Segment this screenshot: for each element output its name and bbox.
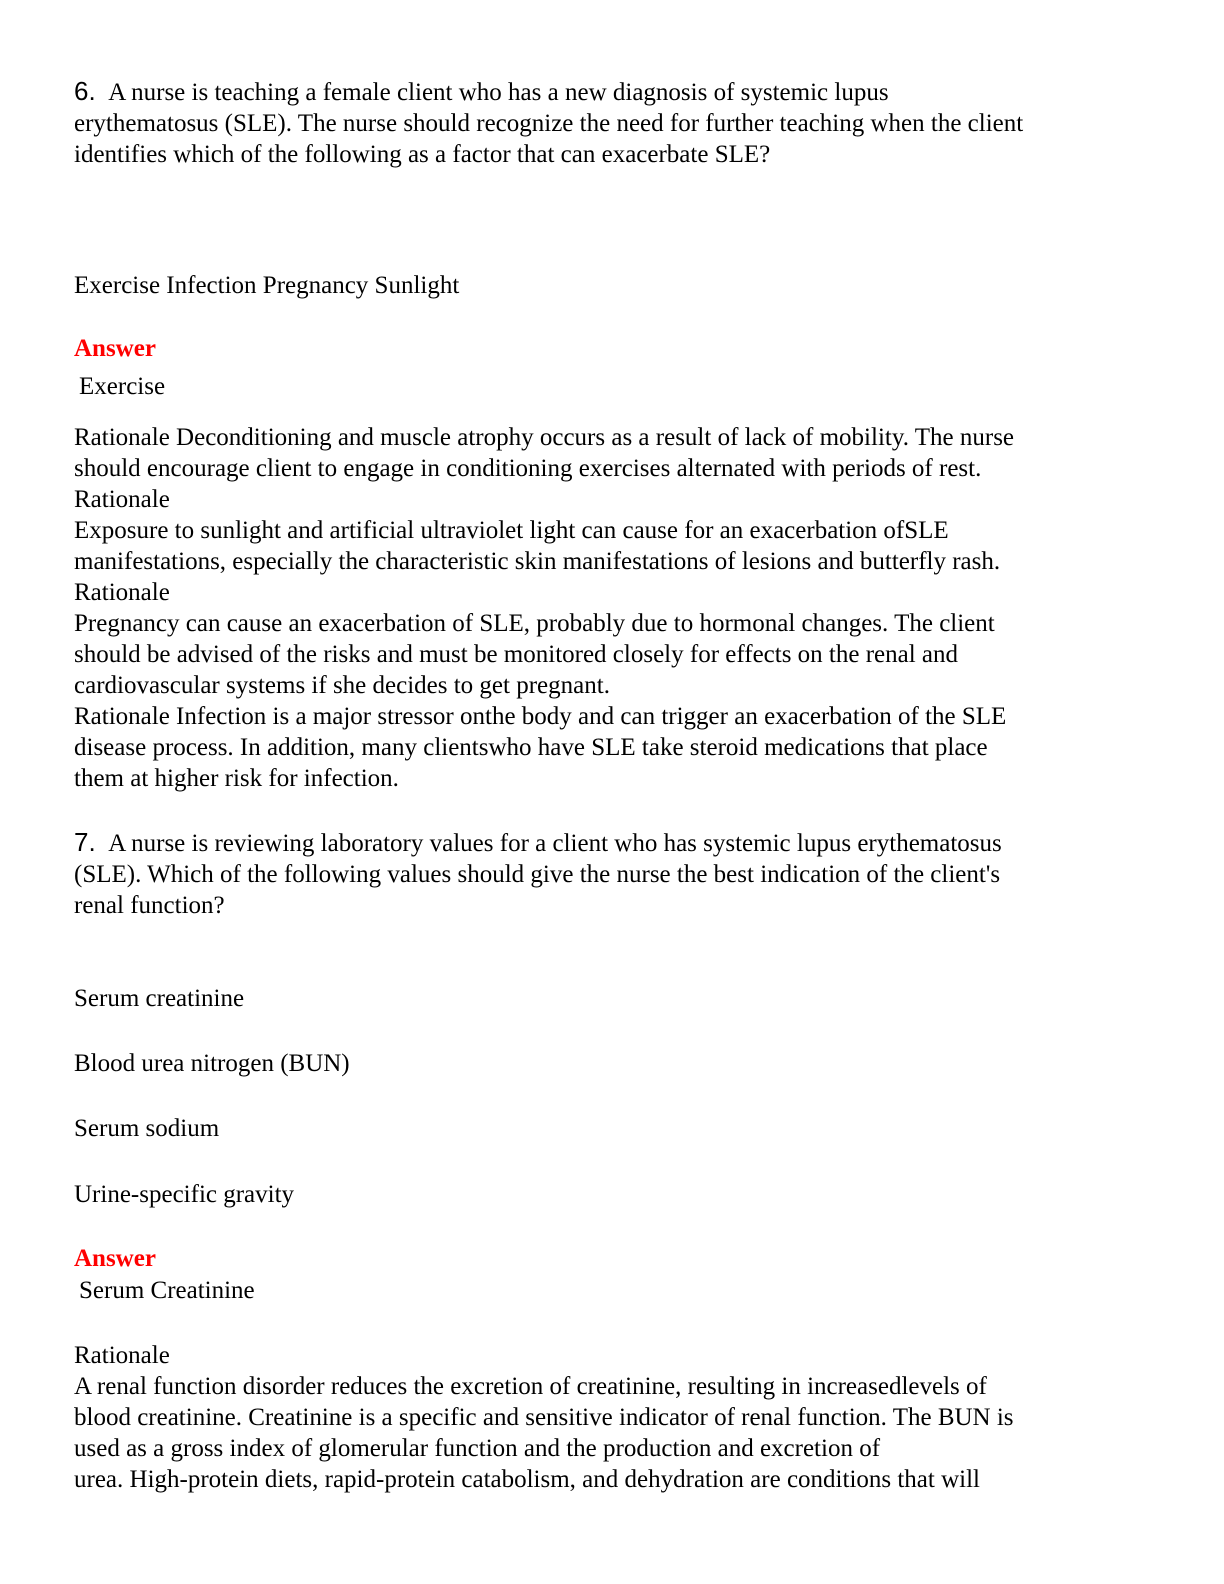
rationale-line: blood creatinine. Creatinine is a specific and sensitive indicator of renal function. The BUN is bbox=[74, 1404, 1014, 1431]
question-7 bbox=[74, 827, 1154, 1495]
rationale-line: should be advised of the risks and must be monitored closely for effects on the renal and bbox=[74, 641, 959, 668]
question-stem-line: 6. A nurse is teaching a female client who has a new diagnosis of systemic lupus bbox=[74, 76, 889, 106]
rationale-block bbox=[74, 1371, 1154, 1495]
answer-option: Serum creatinine bbox=[74, 985, 245, 1012]
question-stem-line: (SLE). Which of the following values should give the nurse the best indication of the client's bbox=[74, 861, 1001, 888]
question-number: 7. bbox=[74, 827, 96, 857]
question-stem-line: identifies which of the following as a factor that can exacerbate SLE? bbox=[74, 141, 771, 168]
rationale-line: used as a gross index of glomerular function and the production and excretion of bbox=[74, 1435, 881, 1462]
answer-label: Answer bbox=[74, 335, 156, 362]
question-stem-line: renal function? bbox=[74, 892, 225, 919]
rationale-line: Pregnancy can cause an exacerbation of SLE, probably due to hormonal changes. The client bbox=[74, 610, 995, 637]
question-stem-line: 7. A nurse is reviewing laboratory values for a client who has systemic lupus erythematosus bbox=[74, 827, 1002, 857]
rationale-line: urea. High-protein diets, rapid-protein catabolism, and dehydration are conditions that will bbox=[74, 1466, 980, 1493]
answer-options: Exercise Infection Pregnancy Sunlight bbox=[74, 272, 460, 299]
answer-text: Serum Creatinine bbox=[79, 1277, 255, 1304]
question-stem-line: erythematosus (SLE). The nurse should recognize the need for further teaching when the client bbox=[74, 110, 1024, 137]
rationale-line: Rationale bbox=[74, 486, 170, 513]
rationale-line: Rationale bbox=[74, 579, 170, 606]
rationale-line: manifestations, especially the characteristic skin manifestations of lesions and butterfly rash. bbox=[74, 548, 1001, 575]
answer-label: Answer bbox=[74, 1245, 156, 1272]
answer-option: Blood urea nitrogen (BUN) bbox=[74, 1050, 350, 1077]
question-number: 6. bbox=[74, 76, 96, 106]
rationale-heading: Rationale bbox=[74, 1342, 170, 1369]
rationale-line: them at higher risk for infection. bbox=[74, 765, 399, 792]
rationale-line: should encourage client to engage in conditioning exercises alternated with periods of rest. bbox=[74, 455, 982, 482]
answer-option: Serum sodium bbox=[74, 1115, 220, 1142]
answer-option: Urine-specific gravity bbox=[74, 1181, 295, 1208]
rationale-line: Rationale Deconditioning and muscle atrophy occurs as a result of lack of mobility. The nurse bbox=[74, 424, 1015, 451]
rationale-line: A renal function disorder reduces the excretion of creatinine, resulting in increasedlevels of bbox=[74, 1373, 987, 1400]
answer-text: Exercise bbox=[79, 373, 166, 400]
question-6 bbox=[74, 76, 1154, 794]
rationale-line: cardiovascular systems if she decides to get pregnant. bbox=[74, 672, 610, 699]
rationale-line: Rationale Infection is a major stressor onthe body and can trigger an exacerbation of the SLE bbox=[74, 703, 1007, 730]
document-page bbox=[74, 76, 1154, 1495]
rationale-line: disease process. In addition, many clientswho have SLE take steroid medications that place bbox=[74, 734, 988, 761]
rationale-block bbox=[74, 422, 1154, 794]
rationale-line: Exposure to sunlight and artificial ultraviolet light can cause for an exacerbation ofSLE bbox=[74, 517, 949, 544]
